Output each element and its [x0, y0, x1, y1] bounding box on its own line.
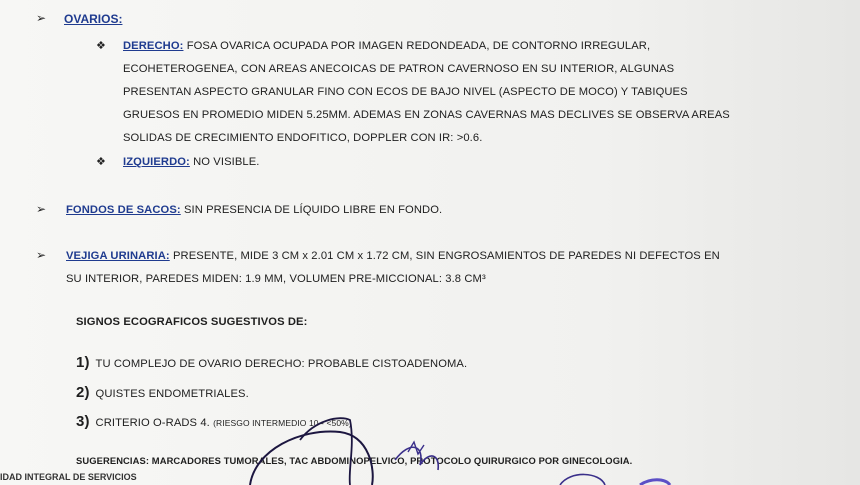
signos-item-1: 1) TU COMPLEJO DE OVARIO DERECHO: PROBABLE CISTOADENOMA.: [76, 354, 468, 371]
fondos-label: FONDOS DE SACOS:: [66, 204, 181, 216]
derecho-line-5: SOLIDAS DE CRECIMIENTO ENDOFITICO, DOPPLER CON IR: >0.6.: [123, 132, 483, 144]
ovarios-heading: OVARIOS:: [64, 12, 123, 26]
signos-item-3: 3) CRITERIO O-RADS 4. (RIESGO INTERMEDIO 10 - <50%): [76, 413, 352, 430]
vejiga-label: VEJIGA URINARIA:: [66, 250, 170, 262]
fondos-line: FONDOS DE SACOS: SIN PRESENCIA DE LÍQUIDO LIBRE EN FONDO.: [66, 204, 443, 216]
derecho-line-1: DERECHO: FOSA OVARICA OCUPADA POR IMAGEN REDONDEADA, DE CONTORNO IRREGULAR,: [123, 40, 651, 52]
izquierdo-line: IZQUIERDO: NO VISIBLE.: [123, 156, 260, 168]
vejiga-line-1: VEJIGA URINARIA: PRESENTE, MIDE 3 CM x 2.01 CM x 1.72 CM, SIN ENGROSAMIENTOS DE PAREDES NI DEFECTOS EN: [66, 250, 720, 262]
signos-item-2: 2) QUISTES ENDOMETRIALES.: [76, 384, 249, 401]
diamond-bullet-icon: ❖: [96, 40, 106, 52]
arrow-bullet-icon: ➢: [36, 248, 47, 262]
arrow-bullet-icon: ➢: [36, 202, 47, 216]
vejiga-line-2: SU INTERIOR, PAREDES MIDEN: 1.9 MM, VOLUMEN PRE-MICCIONAL: 3.8 CM³: [66, 273, 486, 285]
arrow-bullet-icon: ➢: [36, 11, 47, 25]
derecho-line-3: PRESENTAN ASPECTO GRANULAR FINO CON ECOS DE BAJO NIVEL (ASPECTO DE MOCO) Y TABIQUES: [123, 86, 688, 98]
footer-text: IDAD INTEGRAL DE SERVICIOS: [0, 472, 137, 482]
sugerencias-line: SUGERENCIAS: MARCADORES TUMORALES, TAC ABDOMINOPELVICO, PROTOCOLO QUIRURGICO POR GINECOLOGIA.: [76, 455, 633, 466]
signos-title: SIGNOS ECOGRAFICOS SUGESTIVOS DE:: [76, 316, 308, 328]
diamond-bullet-icon: ❖: [96, 156, 106, 168]
derecho-label: DERECHO:: [123, 40, 184, 52]
derecho-line-4: GRUESOS EN PROMEDIO MIDEN 5.25MM. ADEMAS EN ZONAS CAVERNAS MAS DECLIVES SE OBSERVA AREAS: [123, 109, 730, 121]
izquierdo-label: IZQUIERDO:: [123, 156, 190, 168]
derecho-line-2: ECOHETEROGENEA, CON AREAS ANECOICAS DE PATRON CAVERNOSO EN SU INTERIOR, ALGUNAS: [123, 63, 675, 75]
